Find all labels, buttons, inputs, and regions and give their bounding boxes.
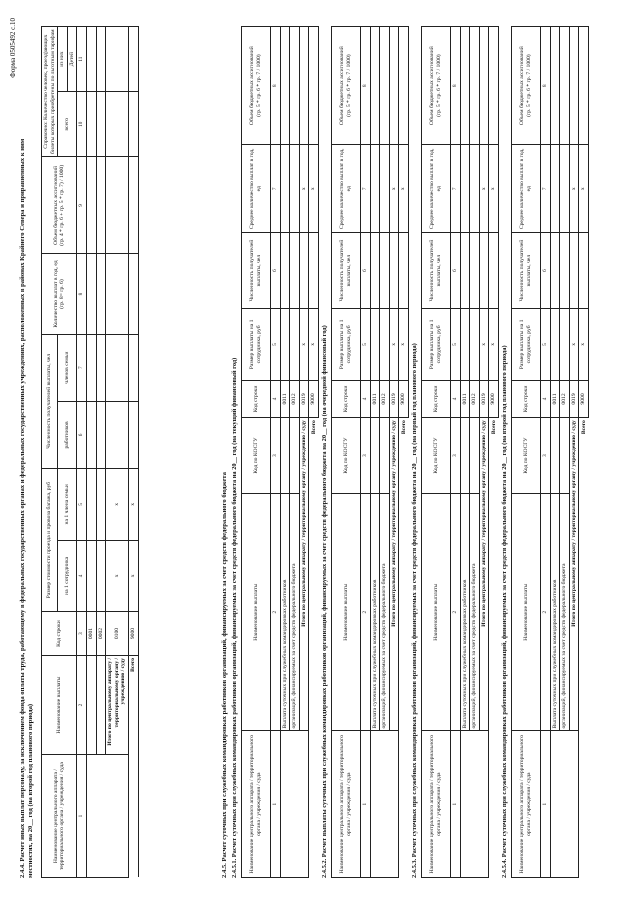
col-num: 4 — [541, 380, 551, 417]
form-code: Форма 0505492 с.10 — [9, 18, 17, 78]
table-245-3 — [421, 26, 499, 878]
th-name: Наименование центрального аппарата / территориального органа / учреждения / суда — [422, 731, 451, 878]
th-name-paid: Наименование выплаты — [42, 655, 77, 754]
th-budget: Объем бюджетных ассигнований (гр. 5 * гр. 6 * гр. 7 / 1000) — [242, 27, 271, 145]
row-code: 0002 — [96, 612, 106, 656]
th-kosgu: Код по КОСГУ — [242, 418, 271, 494]
col-num: 1 — [361, 731, 371, 878]
col-num: 5 — [271, 309, 281, 381]
th-cost-family: на 1 члена семьи — [58, 469, 77, 541]
table-row: Итого по центральному аппарату / территориальному органу / учреждению / суду 0019 x x — [479, 27, 489, 878]
total-central-label: Итого по центральному аппарату / территориальному органу / учреждению / суду — [299, 418, 309, 731]
row-code: 0019 — [389, 380, 399, 417]
row-code: 0100 — [106, 612, 129, 656]
th-budget: Объем бюджетных ассигнований (гр. 5 * гр. 6 * гр. 7 / 1000) — [332, 27, 361, 145]
col-num: 2 — [541, 493, 551, 731]
subsection-title: 2.4.5.3. Расчет суточных при служебных командировках работников организаций, финансируемых за счет средств федерального бюджета на 20__ год (на первый год планового периода) — [411, 343, 418, 878]
th-cost-group: Размер стоимости проезда и провоза багажа, руб — [42, 469, 58, 612]
row-label: организаций, финансируемых за счет средств федерального бюджета — [470, 493, 480, 731]
th-row-code: Код строки — [332, 380, 361, 417]
table-row — [550, 27, 560, 878]
th-amount: Размер выплаты на 1 сотрудника, руб — [242, 309, 271, 381]
th-budget: Объем бюджетных ассигнований (гр. 4 * гр. 6 + гр. 5 * гр. 7) / 1000) — [42, 157, 77, 254]
row-label: Выплата суточных при служебных командировках работников — [460, 493, 470, 731]
col-num: 6 — [361, 233, 371, 309]
section-244-title — [19, 28, 35, 878]
col-num: 8 — [541, 27, 551, 145]
th-count: Численность получателей выплаты, чел — [332, 233, 361, 309]
col-num: 1 — [451, 731, 461, 878]
section-244-title-line1: 2.4.4. Расчет иных выплат персоналу, за исключением фонда оплаты труда, работающему в федеральных государственных органах и федеральных государственных учреждениях, расположенных в районах Крайнего Севера и приравненных к ним — [19, 138, 26, 878]
th-avg: Среднее количество выплат в год, ед — [422, 145, 451, 233]
th-row-code: Код строки — [422, 380, 451, 417]
col-num: 4 — [271, 380, 281, 417]
row-code: 0001 — [86, 612, 96, 656]
table-row: Итого по центральному аппарату / территориальному органу / учреждению / суду 0019 x x — [299, 27, 309, 878]
th-cost-one: на 1 сотрудника — [58, 540, 77, 612]
col-num: 7 — [541, 145, 551, 233]
subsection-title: 2.4.5.4. Расчет суточных при служебных командировках работников организаций, финансируемых за счет средств федерального бюджета на 20__ год (на второй год планового периода) — [501, 345, 508, 878]
row-label: Выплата суточных при служебных командировках работников — [280, 493, 290, 731]
col-num: 9 — [77, 157, 87, 254]
table-245-4 — [511, 26, 589, 878]
col-num: 8 — [77, 254, 87, 334]
total-central-label: Итого по центральному аппарату / территориальному органу / учреждению / суду — [106, 655, 129, 754]
col-num: 7 — [451, 145, 461, 233]
col-num: 7 — [361, 145, 371, 233]
th-budget: Объем бюджетных ассигнований (гр. 5 * гр. 6 * гр. 7 / 1000) — [512, 27, 541, 145]
table-row — [370, 27, 380, 878]
col-num: 6 — [271, 233, 281, 309]
th-row-code: Код строки — [42, 612, 77, 656]
col-num: 8 — [451, 27, 461, 145]
table-row: Всего 9000 x x — [399, 27, 409, 878]
col-num: 6 — [77, 401, 87, 468]
th-name: Наименование центрального аппарата / территориального органа / учреждения / суда — [512, 731, 541, 878]
total-all-label: Всего — [489, 418, 499, 878]
total-all-label: Всего — [579, 418, 589, 878]
subsection-title: 2.4.5.1. Расчет суточных при служебных командировках работников организаций, финансируемых за счет средств федерального бюджета на 20__ год (на текущий финансовый год) — [231, 357, 238, 878]
th-ref-group: Справочно: Количество человек, проезд)ающих билеты которых приобретены по льготным тарифам — [42, 27, 58, 157]
col-num: 2 — [271, 493, 281, 731]
row-label: организаций, финансируемых за счет средств федерального бюджета — [290, 493, 300, 731]
col-num: 4 — [361, 380, 371, 417]
th-ref-total: всего — [58, 92, 77, 157]
col-num: 8 — [271, 27, 281, 145]
col-num: 3 — [361, 418, 371, 494]
row-code: 0012 — [290, 380, 300, 417]
col-num: 6 — [541, 233, 551, 309]
col-num: 4 — [77, 540, 87, 612]
row-code: 0012 — [380, 380, 390, 417]
row-label: организаций, финансируемых за счет средств федерального бюджета — [380, 493, 390, 731]
th-count-family: членов семьи — [58, 334, 77, 401]
total-all-label: Всего — [309, 418, 319, 878]
th-ref-inc: из них — [58, 27, 68, 92]
col-num: 5 — [361, 309, 371, 381]
col-num: 3 — [77, 612, 87, 656]
section-245-title: 2.4.5. Расчет суточных при служебных командировках работников организаций, финансируемых за счет средств федерального бюджета — [221, 472, 228, 878]
table-row: Всего 9000 x x — [128, 27, 138, 878]
col-num: 8 — [361, 27, 371, 145]
col-num: 6 — [451, 233, 461, 309]
th-name-paid: Наименование выплаты — [242, 493, 271, 731]
total-central-label: Итого по центральному аппарату / территориальному органу / учреждению / суду — [389, 418, 399, 731]
total-all-label: Всего — [128, 655, 138, 877]
row-code: 9000 — [489, 380, 499, 417]
col-num: 5 — [541, 309, 551, 381]
scanned-page — [5, 12, 605, 892]
table-244 — [41, 26, 139, 878]
th-amount: Размер выплаты на 1 сотрудника, руб — [512, 309, 541, 381]
th-kosgu: Код по КОСГУ — [332, 418, 361, 494]
th-row-code: Код строки — [512, 380, 541, 417]
col-num: 5 — [77, 469, 87, 541]
table-row — [96, 27, 106, 878]
col-num: 2 — [77, 655, 87, 754]
col-num: 1 — [271, 731, 281, 878]
th-avg: Среднее количество выплат в год, ед — [242, 145, 271, 233]
total-central-label: Итого по центральному аппарату / территориальному органу / учреждению / суду — [479, 418, 489, 731]
row-code: 0019 — [479, 380, 489, 417]
th-name-paid: Наименование выплаты — [422, 493, 451, 731]
th-kosgu: Код по КОСГУ — [422, 418, 451, 494]
col-num: 1 — [77, 755, 87, 878]
table-row: Итого по центральному аппарату / территориальному органу / учреждению / суду 0100 x x — [106, 27, 129, 878]
page-frame — [5, 12, 605, 892]
table-row: Итого по центральному аппарату / территориальному органу / учреждению / суду 0019 x x — [569, 27, 579, 878]
col-num: 4 — [451, 380, 461, 417]
th-name: Наименование центрального аппарата / территориального органа / учреждения / суда — [242, 731, 271, 878]
total-central-label: Итого по центральному аппарату / территориальному органу / учреждению / суду — [569, 418, 579, 731]
col-num: 3 — [451, 418, 461, 494]
table-245-2 — [331, 26, 409, 878]
table-row — [460, 27, 470, 878]
row-code: 0019 — [569, 380, 579, 417]
th-amount: Размер выплаты на 1 сотрудника, руб — [422, 309, 451, 381]
col-num: 2 — [451, 493, 461, 731]
table-row: Всего 9000 x x — [309, 27, 319, 878]
table-row: Итого по центральному аппарату / территориальному органу / учреждению / суду 0019 x x — [389, 27, 399, 878]
th-row-code: Код строки — [242, 380, 271, 417]
th-count-workers: работников — [58, 401, 77, 468]
th-qty: Количество выплат в год, ед (гр. 8= гр. 6) — [42, 254, 77, 334]
col-num: 7 — [77, 334, 87, 401]
table-row — [280, 27, 290, 878]
row-code: 0019 — [299, 380, 309, 417]
row-code: 9000 — [309, 380, 319, 417]
total-all-label: Всего — [399, 418, 409, 878]
th-name-paid: Наименование выплаты — [512, 493, 541, 731]
col-num: 3 — [271, 418, 281, 494]
row-label: организаций, финансируемых за счет средств федерального бюджета — [560, 493, 570, 731]
th-count-group: Численность получателей выплаты, чел — [42, 334, 58, 469]
col-num: 1 — [541, 731, 551, 878]
th-kosgu: Код по КОСГУ — [512, 418, 541, 494]
col-num: 5 — [451, 309, 461, 381]
row-code: 0011 — [460, 380, 470, 417]
row-label: Выплата суточных при служебных командировках работников — [370, 493, 380, 731]
th-count: Численность получателей выплаты, чел — [422, 233, 451, 309]
row-code: 0011 — [550, 380, 560, 417]
row-code: 0011 — [370, 380, 380, 417]
row-code: 9000 — [399, 380, 409, 417]
th-name: Наименование центрального аппарата / территориального органа / учреждения / суда — [332, 731, 361, 878]
th-count: Численность получателей выплаты, чел — [242, 233, 271, 309]
th-name: Наименование центрального аппарата / территориального органа / учреждения / суда — [42, 755, 77, 878]
th-avg: Среднее количество выплат в год, ед — [512, 145, 541, 233]
th-avg: Среднее количество выплат в год, ед — [332, 145, 361, 233]
th-name-paid: Наименование выплаты — [332, 493, 361, 731]
table-245-1 — [241, 26, 319, 878]
row-code: 0012 — [560, 380, 570, 417]
th-budget: Объем бюджетных ассигнований (гр. 5 * гр. 6 * гр. 7 / 1000) — [422, 27, 451, 145]
col-num: 2 — [361, 493, 371, 731]
th-ref-children: Детей — [67, 27, 77, 92]
th-amount: Размер выплаты на 1 сотрудника, руб — [332, 309, 361, 381]
col-num: 3 — [541, 418, 551, 494]
table-row — [86, 27, 96, 878]
table-row: Всего 9000 x x — [489, 27, 499, 878]
row-code: 0012 — [470, 380, 480, 417]
col-num: 11 — [77, 27, 87, 92]
subsection-title: 2.4.5.2. Расчет выплаты суточных при служебных командировках работников организаций, финансируемых за счет средств федерального бюджета на 20__ год (на очередной финансовый год) — [321, 325, 328, 878]
row-code: 9000 — [579, 380, 589, 417]
row-label: Выплата суточных при служебных командировках работников — [550, 493, 560, 731]
col-num: 7 — [271, 145, 281, 233]
col-num: 10 — [77, 92, 87, 157]
table-row: Всего 9000 x x — [579, 27, 589, 878]
row-code: 0011 — [280, 380, 290, 417]
th-count: Численность получателей выплаты, чел — [512, 233, 541, 309]
section-244-title-line2: местностях, на 20__ год (на второй год планового периода) — [27, 703, 34, 878]
row-code: 9000 — [128, 612, 138, 656]
